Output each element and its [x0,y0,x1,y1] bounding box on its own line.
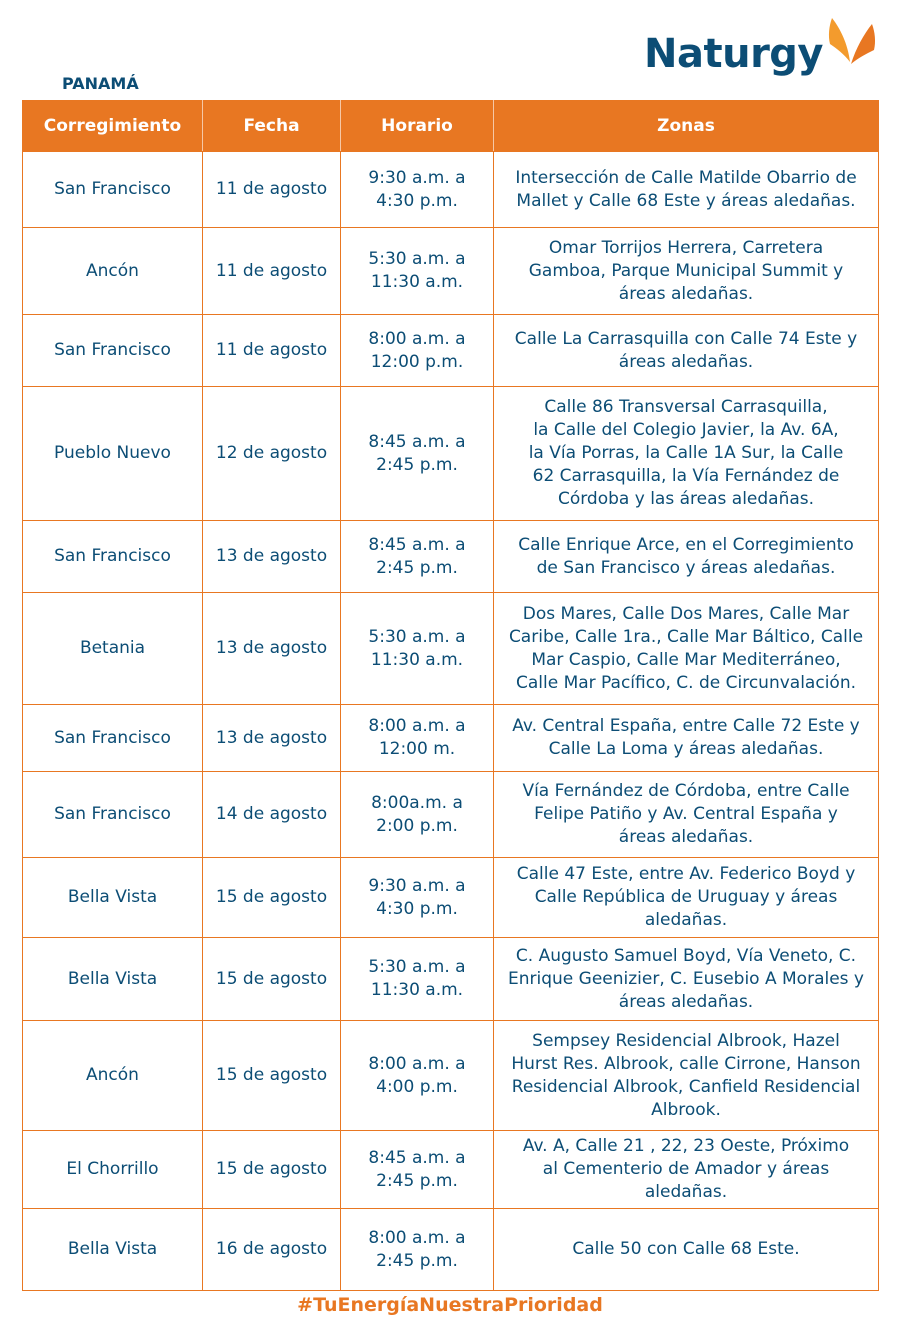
table-row [23,521,879,593]
cell-zonas: Calle La Carrasquilla con Calle 74 Este y áreas aledañas. [494,315,879,387]
cell-corregimiento: El Chorrillo [23,1131,203,1209]
cell-corregimiento: Betania [23,593,203,705]
header-horario: Horario [341,101,494,152]
cell-fecha: 15 de agosto [203,1021,341,1131]
cell-fecha: 15 de agosto [203,858,341,938]
naturgy-logo [644,14,884,84]
header-zonas: Zonas [494,101,879,152]
cell-horario: 5:30 a.m. a 11:30 a.m. [341,593,494,705]
cell-zonas: Calle 47 Este, entre Av. Federico Boyd y Calle República de Uruguay y áreas aledañas. [494,858,879,938]
hashtag: #TuEnergíaNuestraPrioridad [297,1294,603,1316]
cell-horario: 8:00a.m. a 2:00 p.m. [341,772,494,858]
cell-corregimiento: San Francisco [23,521,203,593]
header-corregimiento: Corregimiento [23,101,203,152]
region-label: PANAMÁ [62,74,139,93]
cell-fecha: 13 de agosto [203,705,341,772]
cell-zonas: Calle Enrique Arce, en el Corregimiento de San Francisco y áreas aledañas. [494,521,879,593]
cell-zonas: C. Augusto Samuel Boyd, Vía Veneto, C. Enrique Geenizier, C. Eusebio A Morales y áreas aledañas. [494,938,879,1021]
cell-horario: 9:30 a.m. a 4:30 p.m. [341,858,494,938]
table-row [23,772,879,858]
table-header-row [23,101,879,152]
cell-zonas: Omar Torrijos Herrera, Carretera Gamboa, Parque Municipal Summit y áreas aledañas. [494,228,879,315]
cell-fecha: 15 de agosto [203,1131,341,1209]
cell-corregimiento: Pueblo Nuevo [23,387,203,521]
cell-corregimiento: San Francisco [23,315,203,387]
cell-fecha: 13 de agosto [203,521,341,593]
cell-corregimiento: Ancón [23,1021,203,1131]
cell-fecha: 11 de agosto [203,315,341,387]
cell-horario: 5:30 a.m. a 11:30 a.m. [341,228,494,315]
cell-horario: 8:00 a.m. a 12:00 m. [341,705,494,772]
cell-fecha: 14 de agosto [203,772,341,858]
table-row [23,387,879,521]
cell-horario: 8:00 a.m. a 4:00 p.m. [341,1021,494,1131]
cell-corregimiento: Bella Vista [23,1209,203,1291]
cell-fecha: 11 de agosto [203,228,341,315]
schedule-table [22,100,879,1291]
table-row [23,315,879,387]
cell-horario: 8:00 a.m. a 12:00 p.m. [341,315,494,387]
cell-corregimiento: San Francisco [23,772,203,858]
cell-zonas: Av. A, Calle 21 , 22, 23 Oeste, Próximo al Cementerio de Amador y áreas aledañas. [494,1131,879,1209]
cell-horario: 8:00 a.m. a 2:45 p.m. [341,1209,494,1291]
table-row [23,152,879,228]
cell-zonas: Calle 86 Transversal Carrasquilla, la Calle del Colegio Javier, la Av. 6A, la Vía Porras, la Calle 1A Sur, la Calle 62 Carrasquilla, la Vía Fernández de Córdoba y las áreas aledañas. [494,387,879,521]
brand-name: Naturgy [644,31,823,77]
cell-fecha: 12 de agosto [203,387,341,521]
cell-horario: 8:45 a.m. a 2:45 p.m. [341,521,494,593]
table-row [23,1021,879,1131]
cell-zonas: Vía Fernández de Córdoba, entre Calle Felipe Patiño y Av. Central España y áreas aledañas. [494,772,879,858]
table-row [23,593,879,705]
header-fecha: Fecha [203,101,341,152]
table-row [23,1131,879,1209]
cell-corregimiento: Ancón [23,228,203,315]
cell-zonas: Dos Mares, Calle Dos Mares, Calle Mar Caribe, Calle 1ra., Calle Mar Báltico, Calle Mar Caspio, Calle Mar Mediterráneo, Calle Mar Pacífico, C. de Circunvalación. [494,593,879,705]
cell-horario: 8:45 a.m. a 2:45 p.m. [341,1131,494,1209]
cell-corregimiento: Bella Vista [23,938,203,1021]
table-row [23,705,879,772]
cell-corregimiento: Bella Vista [23,858,203,938]
cell-zonas: Intersección de Calle Matilde Obarrio de Mallet y Calle 68 Este y áreas aledañas. [494,152,879,228]
table-row [23,858,879,938]
cell-corregimiento: San Francisco [23,152,203,228]
cell-fecha: 11 de agosto [203,152,341,228]
cell-horario: 8:45 a.m. a 2:45 p.m. [341,387,494,521]
butterfly-icon [826,14,878,74]
cell-horario: 9:30 a.m. a 4:30 p.m. [341,152,494,228]
table-row [23,228,879,315]
table-row [23,938,879,1021]
cell-fecha: 16 de agosto [203,1209,341,1291]
cell-corregimiento: San Francisco [23,705,203,772]
table-row [23,1209,879,1291]
cell-zonas: Calle 50 con Calle 68 Este. [494,1209,879,1291]
cell-zonas: Sempsey Residencial Albrook, Hazel Hurst Res. Albrook, calle Cirrone, Hanson Residencial Albrook, Canfield Residencial Albrook. [494,1021,879,1131]
cell-horario: 5:30 a.m. a 11:30 a.m. [341,938,494,1021]
table-body [23,152,879,1291]
cell-zonas: Av. Central España, entre Calle 72 Este y Calle La Loma y áreas aledañas. [494,705,879,772]
cell-fecha: 15 de agosto [203,938,341,1021]
cell-fecha: 13 de agosto [203,593,341,705]
